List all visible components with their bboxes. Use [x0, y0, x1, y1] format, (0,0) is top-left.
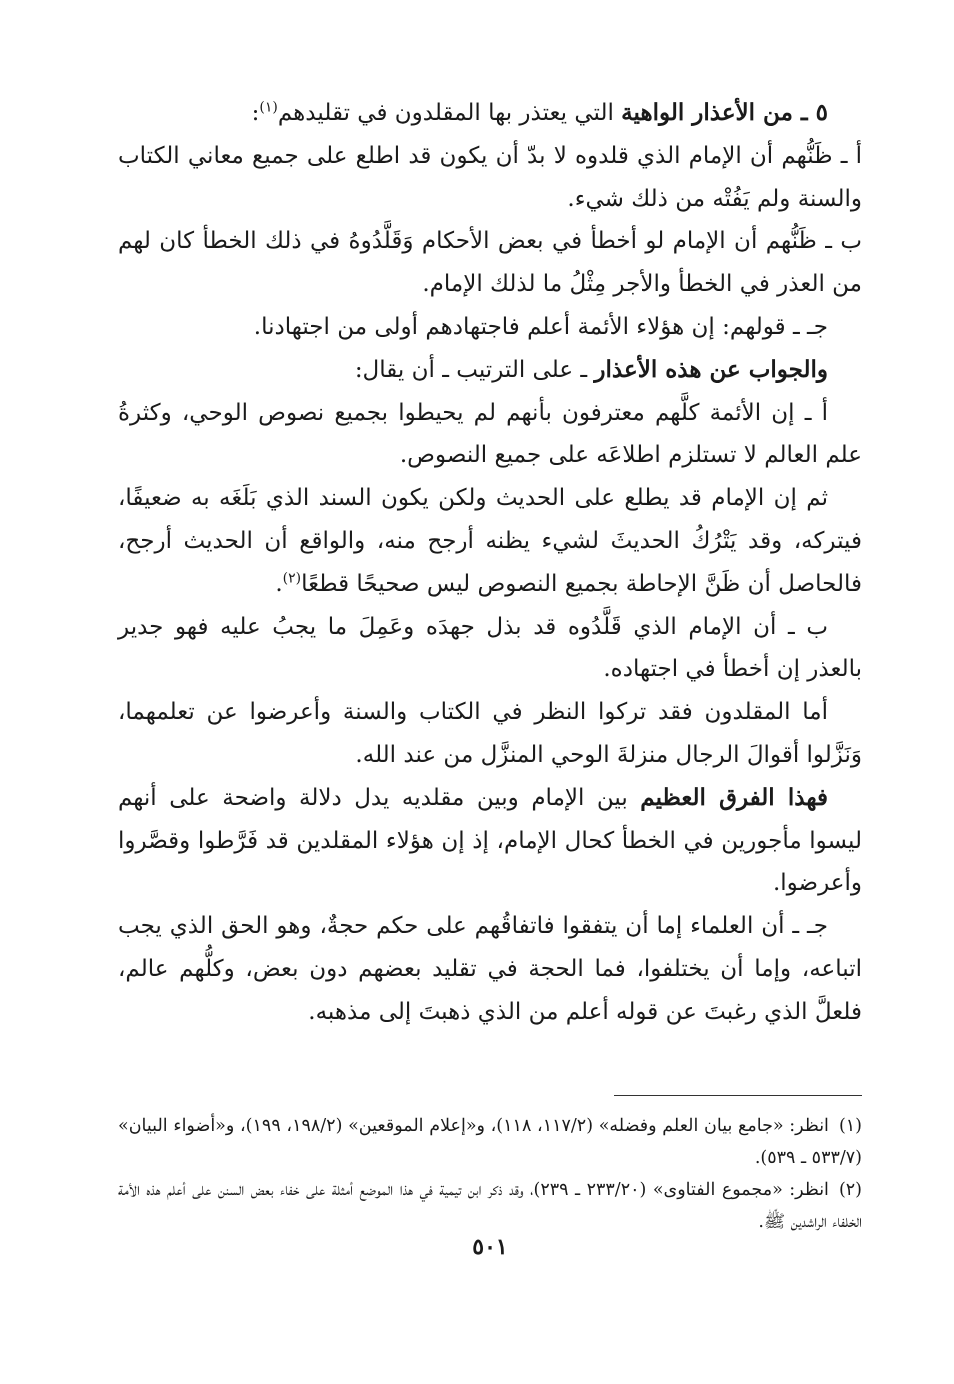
footnote-2-number: (٢) [838, 1180, 862, 1200]
footnote-2-text: انظر: «مجموع الفتاوى» (٢٣٣/٢٠ ـ ٢٣٩)، وقد ذكر ابن تيمية في هذا الموضع أمثلة على خفاء بعض السنن على أعلم هذه الأمة الخلفاء الراشدين ﷺ. [118, 1180, 862, 1232]
paragraph-answer-a-cont [118, 477, 862, 605]
answer-heading-text: ـ على الترتيب ـ أن يقال: [354, 356, 595, 383]
footnote-ref-1: (١) [259, 99, 278, 116]
paragraph-excuse-c: جـ ـ قولهم: إن هؤلاء الأئمة أعلم فاجتهادهم أولى من اجتهادنا. [253, 313, 828, 340]
excuses-heading-bold: ٥ ـ من الأعذار الواهية [621, 99, 828, 126]
paragraph-answer-c: جـ ـ أن العلماء إما أن يتفقوا فاتفاقُهم على حكم حجةٌ، وهو الحق الذي يجب اتباعه، وإما أن يختلفوا، فما الحجة في تقليد بعضهم دون بعض، وكلُّهم عالم، فلعلَّ الذي رغبتَ عن قوله أعلم من الذي ذهبتَ إلى مذهبه. [118, 913, 862, 1025]
paragraph-answer-b: ب ـ أن الإمام الذي قَلَّدُوه قد بذل جهدَه وعَمِلَ ما يجبُ عليه فهو جدير بالعذر إن أخطأ في اجتهاده. [118, 613, 862, 683]
paragraph-excuses-heading [118, 92, 862, 135]
footnote-ref-2: (٢) [282, 570, 302, 587]
paragraph-great-difference [118, 777, 862, 905]
footnote-1 [118, 1110, 862, 1174]
book-page [118, 92, 862, 1342]
paragraph-answer-heading [118, 349, 862, 392]
page-number: ٥٠١ [472, 1234, 508, 1260]
answer-a-cont-text: ثم إن الإمام قد يطلع على الحديث ولكن يكون السند الذي بَلَغَه به ضعيفًا، فيتركه، وقد يَتْرُكُ الحديثَ لشيء يظنه أرجح منه، والواقع أن الحديث أرجح، فالحاصل أن ظَنَّ الإحاطة بجميع النصوص ليس صحيحًا قطعًا [118, 485, 862, 597]
footnote-1-number: (١) [838, 1116, 862, 1136]
footnote-divider [614, 1095, 862, 1096]
paragraph-excuse-a: أ ـ ظَنُّهم أن الإمام الذي قلدوه لا بدّ أن يكون قد اطلع على جميع معاني الكتاب والسنة ولم يَفُتْه من ذلك شيء. [118, 142, 862, 212]
answer-a-cont-tail: . [275, 570, 283, 597]
paragraph-excuse-b: ب ـ ظَنُّهم أن الإمام لو أخطأ في بعض الأحكام وَقَلَّدُوهُ في ذلك الخطأ كان لهم من العذر في الخطأ والأجر مِثْلُ ما لذلك الإمام. [118, 228, 862, 298]
paragraph-answer-a: أ ـ إن الأئمة كلَّهم معترفون بأنهم لم يحيطوا بجميع نصوص الوحي، وكثرةُ علم العالم لا تستلزم اطلاعَه على جميع النصوص. [118, 399, 862, 469]
great-difference-text: بين الإمام وبين مقلديه يدل دلالة واضحة على أنهم ليسوا مأجورين في الخطأ كحال الإمام، إذ إن هؤلاء المقلدين قد فَرَّطوا وقصَّروا وأعرضوا. [118, 784, 862, 897]
excuses-heading-text: التي يعتذر بها المقلدون في تقليدهم [277, 100, 622, 126]
footnote-1-text: انظر: «جامع بيان العلم وفضله» (١١٧/٢، ١١٨)، و«إعلام الموقعين» (١٩٨/٢، ١٩٩)، و«أضواء البيان» (٥٣٣/٧ ـ ٥٣٩). [118, 1116, 862, 1168]
footnote-2 [118, 1174, 862, 1238]
paragraph-answer-b-cont: أما المقلدون فقد تركوا النظر في الكتاب والسنة وأعرضوا عن تعلمهما، وَنَزَّلوا أقوالَ الرجال منزلةَ الوحي المنزَّل من عند الله. [118, 699, 862, 768]
excuses-heading-tail: : [251, 100, 260, 126]
great-difference-bold: فهذا الفرق العظيم [640, 783, 828, 811]
answer-heading-bold: والجواب عن هذه الأعذار [594, 355, 828, 383]
footnotes [118, 1110, 862, 1238]
